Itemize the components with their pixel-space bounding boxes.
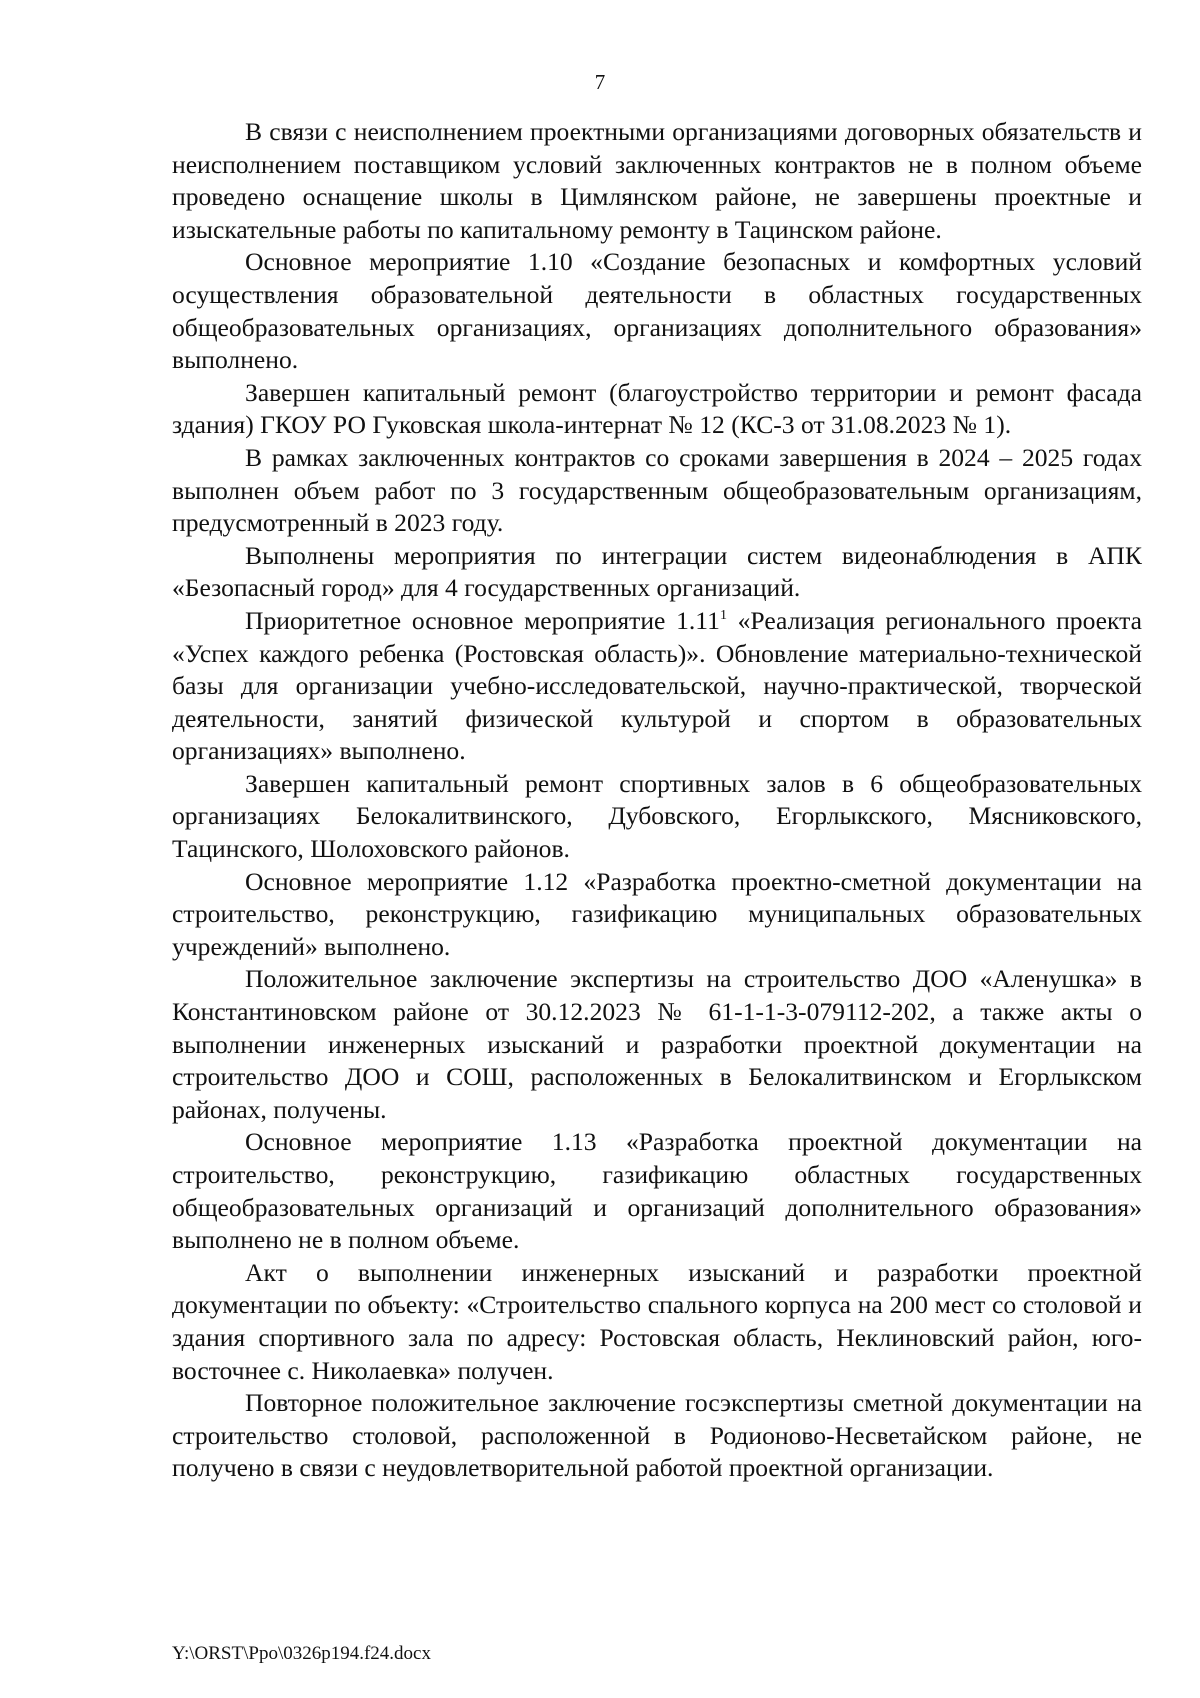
paragraph-4: В рамках заключенных контрактов со сроками завершения в 2024 – 2025 годах выполнен объем работ по 3 государственным общеобразовательным организациям, предусмотренный в 2023 году. [172, 442, 1142, 538]
paragraph-2: Основное мероприятие 1.10 «Создание безопасных и комфортных условий осуществления образовательной деятельности в областных государственных общеобразовательных организациях, организациях дополнительного образования» выполнено. [172, 247, 1142, 375]
paragraph-9: Положительное заключение экспертизы на строительство ДОО «Аленушка» в Константиновском районе от 30.12.2023 № 61-1-1-3-079112-202, а также акты о выполнении инженерных изысканий и разработки проектной документации на строительство ДОО и СОШ, расположенных в Белокалитвинском и Егорлыкском районах, получены. [172, 964, 1142, 1124]
footnote-marker: 1 [719, 607, 727, 623]
page-number: 7 [594, 70, 606, 94]
paragraph-6-text-end: «Реализация регионального проекта «Успех каждого ребенка (Ростовская область)». Обновление материально-технической базы для организации учебно-исследовательской, научно-практической, творческой деятельности, занятий физической культурой и спортом в образовательных организациях» выполнено. [172, 605, 1142, 766]
paragraph-8: Основное мероприятие 1.12 «Разработка проектно-сметной документации на строительство, реконструкцию, газификацию муниципальных образовательных учреждений» выполнено. [172, 866, 1142, 961]
paragraph-6-text-start: Приоритетное основное мероприятие 1.11 [245, 605, 720, 635]
document-body [172, 116, 1142, 1485]
paragraph-3: Завершен капитальный ремонт (благоустройство территории и ремонт фасада здания) ГКОУ РО Гуковская школа-интернат № 12 (КС-3 от 31.08.2023 № 1). [172, 377, 1142, 440]
paragraph-7: Завершен капитальный ремонт спортивных залов в 6 общеобразовательных организациях Белокалитвинского, Дубовского, Егорлыкского, Мясниковского, Тацинского, Шолоховского районов. [172, 768, 1142, 864]
paragraph-11: Акт о выполнении инженерных изысканий и разработки проектной документации по объекту: «Строительство спального корпуса на 200 мест со столовой и здания спортивного зала по адресу: Ростовская область, Неклиновский район, юго-восточнее с. Николаевка» получен. [172, 1257, 1142, 1385]
paragraph-5: Выполнены мероприятия по интеграции систем видеонаблюдения в АПК «Безопасный город» для 4 государственных организаций. [172, 540, 1142, 603]
paragraph-12: Повторное положительное заключение госэкспертизы сметной документации на строительство столовой, расположенной в Родионово-Несветайском районе, не получено в связи с неудовлетворительной работой проектной организации. [172, 1388, 1142, 1483]
paragraph-1: В связи с неисполнением проектными организациями договорных обязательств и неисполнением поставщиком условий заключенных контрактов не в полном объеме проведено оснащение школы в Цимлянском районе, не завершены проектные и изыскательные работы по капитальному ремонту в Тацинском районе. [172, 117, 1142, 244]
paragraph-10: Основное мероприятие 1.13 «Разработка проектной документации на строительство, реконструкцию, газификацию областных государственных общеобразовательных организаций и организаций дополнительного образования» выполнено не в полном объеме. [172, 1127, 1142, 1255]
footer-file-path: Y:\ORST\Ppo\0326p194.f24.docx [172, 1643, 431, 1664]
paragraph-6 [172, 605, 1142, 768]
